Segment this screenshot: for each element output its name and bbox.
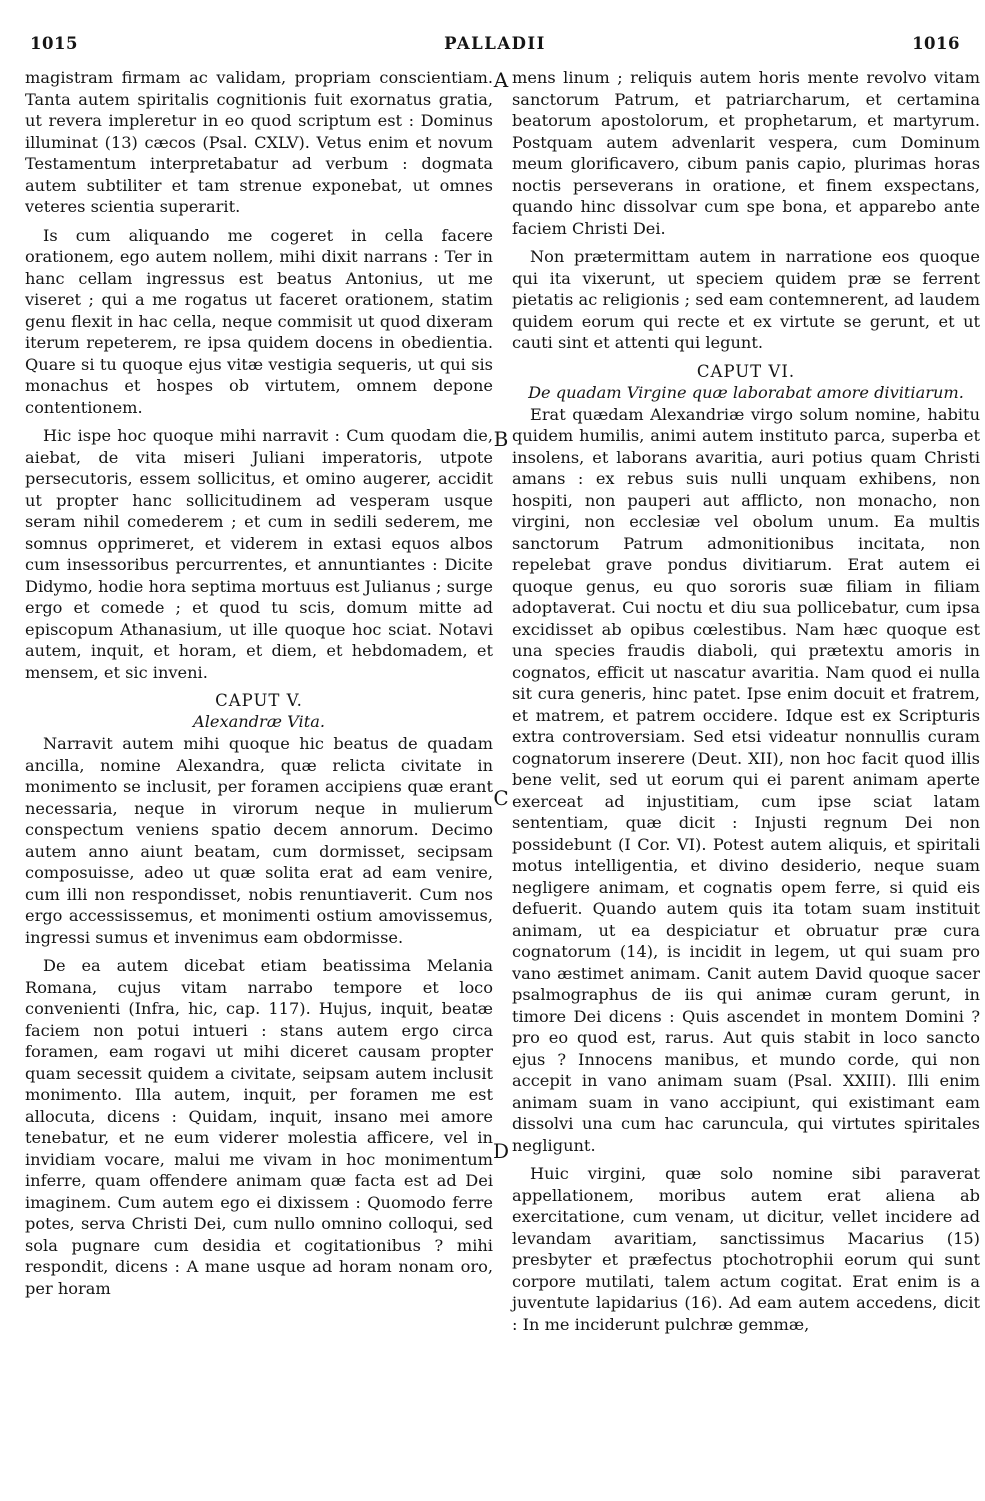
- running-title: PALLADII: [444, 34, 546, 53]
- paragraph: Narravit autem mihi quoque hic beatus de quadam ancilla, nomine Alexandra, quæ relicta civitate in monimento se inclusit, per foramen accipiens quæ erant necessaria, neque in virorum neque in mulierum conspectum veniens spatio decem annorum. Decimo autem anno aiunt beatam, cum dormisset, secipsam composuisse, adeo ut quæ solita erat ad eam venire, cum illi non respondisset, nobis renuntiaverit. Cum nos ergo accessissemus, et monimenti ostium amovissemus, ingressi sumus et invenimus eam obdormisse.: [25, 734, 493, 947]
- paragraph: magistram firmam ac validam, propriam conscientiam. Tanta autem spiritalis cognitionis fuit exornatus gratia, ut revera impleretur in eo quod scriptum est : Dominus illuminat (13) cæcos (Psal. CXLV). Vetus enim et novum Testamentum interpretabatur ad verbum : dogmata autem subtiliter et tam strenue exponebat, ut omnes veteres scientia superarit.: [25, 68, 493, 216]
- right-column: [512, 67, 980, 1342]
- paragraph: Erat quædam Alexandriæ virgo solum nomine, habitu quidem humilis, animi autem instituto parca, superba et insolens, et laborans avaritia, auri potius quam Christi amans : ex rebus suis nulli unquam exhibens, non hospiti, non pauperi aut afflicto, non monacho, non virgini, non ecclesiæ vel obolum unum. Ea multis sanctorum Patrum admonitionibus incitata, non repelebat grave pondus divitiarum. Erat autem ei quoque genus, eu quo sororis suæ filiam in filiam adoptaverat. Cui noctu et diu sua pollicebatur, cum ipsa excidisset ab opibus cœlestibus. Nam hæc quoque est una species fraudis diaboli, qui prætextu amoris in cognatos, efficit ut nascatur avaritia. Nam quod ei nulla sit cura generis, hinc patet. Ipse enim docuit et fratrem, et matrem, et patrem occidere. Idque est ex Scripturis extra controversiam. Sed etsi videatur nonnullis curam cognatorum inserere (Deut. XII), non hoc facit quod illis bene velit, sed ut eorum qui ei parent animam aperte exerceat ad injustitiam, cum ipse sciat latam sententiam, quæ dicit : Injusti regnum Dei non possidebunt (I Cor. VI). Potest autem aliquis, et spiritali motus intelligentia, et divino desiderio, neque suam negligere animam, et cognatis opem ferre, si quid eis defuerit. Quando autem quis ita totam suam instituit animam, ut ea despiciatur et obruatur præ cura cognatorum (14), is incidit in legem, ut qui suam pro vano æstimet animam. Canit autem David quoque sacer psalmographus de iis qui animæ curam gerunt, in timore Dei dicens : Quis ascendet in montem Domini ? pro eo quod est, rarus. Aut quis stabit in loco sancto ejus ? Innocens manibus, et mundo corde, qui non accepit in vano animam suam (Psal. XXIII). Illi enim animam suam in vano accipiunt, qui existimant eam dissolvi una cum hac carunculа, qui virtutes spiritales negligunt.: [512, 404, 980, 1155]
- page-number-left: 1015: [30, 34, 78, 53]
- paragraph: Non prætermittam autem in narratione eos quoque qui ita vixerunt, ut speciem quidem præ se ferrent pietatis ac religionis ; sed eam contemnerent, ad laudem quidem eorum qui recte et ex virtute se gerunt, et ut cauti sint et attenti qui legunt.: [512, 247, 980, 352]
- paragraph: Huic virgini, quæ solo nomine sibi paraverat appellationem, moribus autem erat aliena ab exercitatione, cum venam, ut dicitur, vellet incidere ad levandam avaritiam, sanctissimus Macarius (15) presbyter et præfectus ptochotrophii eorum qui sunt corpore mutilati, talem actum cogitat. Erat enim is a juventute lapidarius (16). Ad eam autem accedens, dicit : In me inciderunt pulchræ gemmæ,: [512, 1164, 980, 1334]
- margin-letter-b: B: [493, 427, 509, 451]
- chapter-subtitle: Alexandræ Vita.: [193, 712, 325, 731]
- chapter-heading: CAPUT VI.: [696, 361, 796, 381]
- paragraph: Hic ispe hoc quoque mihi narravit : Cum quodam die, aiebat, de vita miseri Juliani imperatoris, utpote persecutoris, essem sollicitus, et omino augerer, accidit ut propter hanc sollicitudinem ad vesperam usque seram nihil comederem ; et cum in sedili sederem, me somnus opprimeret, et viderem in extasi equos albos cum insessoribus percurrentes, et annuntiantes : Dicite Didymo, hodie hora septima mortuus est Julianus ; surge ergo et comede ; et quod tu scis, domum mitte ad episcopum Athanasium, ut ille quoque hoc sciat. Notavi autem, inquit, et horam, et diem, et hebdomadem, et mensem, et sic inveni.: [25, 426, 493, 682]
- chapter-subtitle: De quadam Virgine quæ laborabat amore divitiarum.: [528, 382, 964, 402]
- margin-letter-c: C: [493, 786, 509, 810]
- left-column: [25, 67, 493, 1306]
- margin-letter-d: D: [493, 1139, 510, 1163]
- margin-letter-a: A: [493, 68, 509, 92]
- paragraph: Is cum aliquando me cogeret in cella facere orationem, ego autem nollem, mihi dixit narrans : Ter in hanc cellam ingressus est beatus Antonius, ut me viseret ; qui a me rogatus ut faceret orationem, statim genu flexit in hac cella, neque commisit ut quod dixeram iterum repeterem, re ipsa quidem docens in obedientia. Quare si tu quoque ejus vitæ vestigia sequeris, ut qui sis monachus et hospes ob virtutem, omnem depone contentionem.: [25, 225, 493, 417]
- chapter-heading: CAPUT V.: [215, 691, 303, 710]
- paragraph: De ea autem dicebat etiam beatissima Melania Romana, cujus vitam narrabo tempore et loco convenienti (Infra, hic, cap. 117). Hujus, inquit, beatæ faciem non potui intueri : stans autem ergo circa foramen, eam rogavi ut mihi diceret causam propter quam secessit quidem a civitate, seipsam autem inclusit monimento. Illa autem, inquit, per foramen me est allocuta, dicens : Quidam, inquit, insano mei amore tenebatur, et ne eum viderer molestia afficere, vel in invidiam vocare, malui me vivam in hoc monimentum inferre, quam offendere animam quæ facta est ad Dei imaginem. Cum autem ego ei dixissem : Quomodo ferre potes, serva Christi Dei, cum nullo omnino colloqui, sed sola pugnare cum desidia et cogitationibus ? mihi respondit, dicens : A mane usque ad horam nonam oro, per horam: [25, 956, 493, 1298]
- page-header: [30, 34, 960, 58]
- page-number-right: 1016: [912, 34, 960, 53]
- paragraph: mens linum ; reliquis autem horis mente revolvo vitam sanctorum Patrum, et patriarcharum, et certamina beatorum apostolorum, et prophetarum, et martyrum. Postquam autem advenlarit vespera, cum Dominum meum glorificavero, cibum panis capio, plurimas horas noctis perseverans in oratione, et finem exspectans, quando hinc dissolvar cum spe bona, et apparebo ante faciem Christi Dei.: [512, 68, 980, 238]
